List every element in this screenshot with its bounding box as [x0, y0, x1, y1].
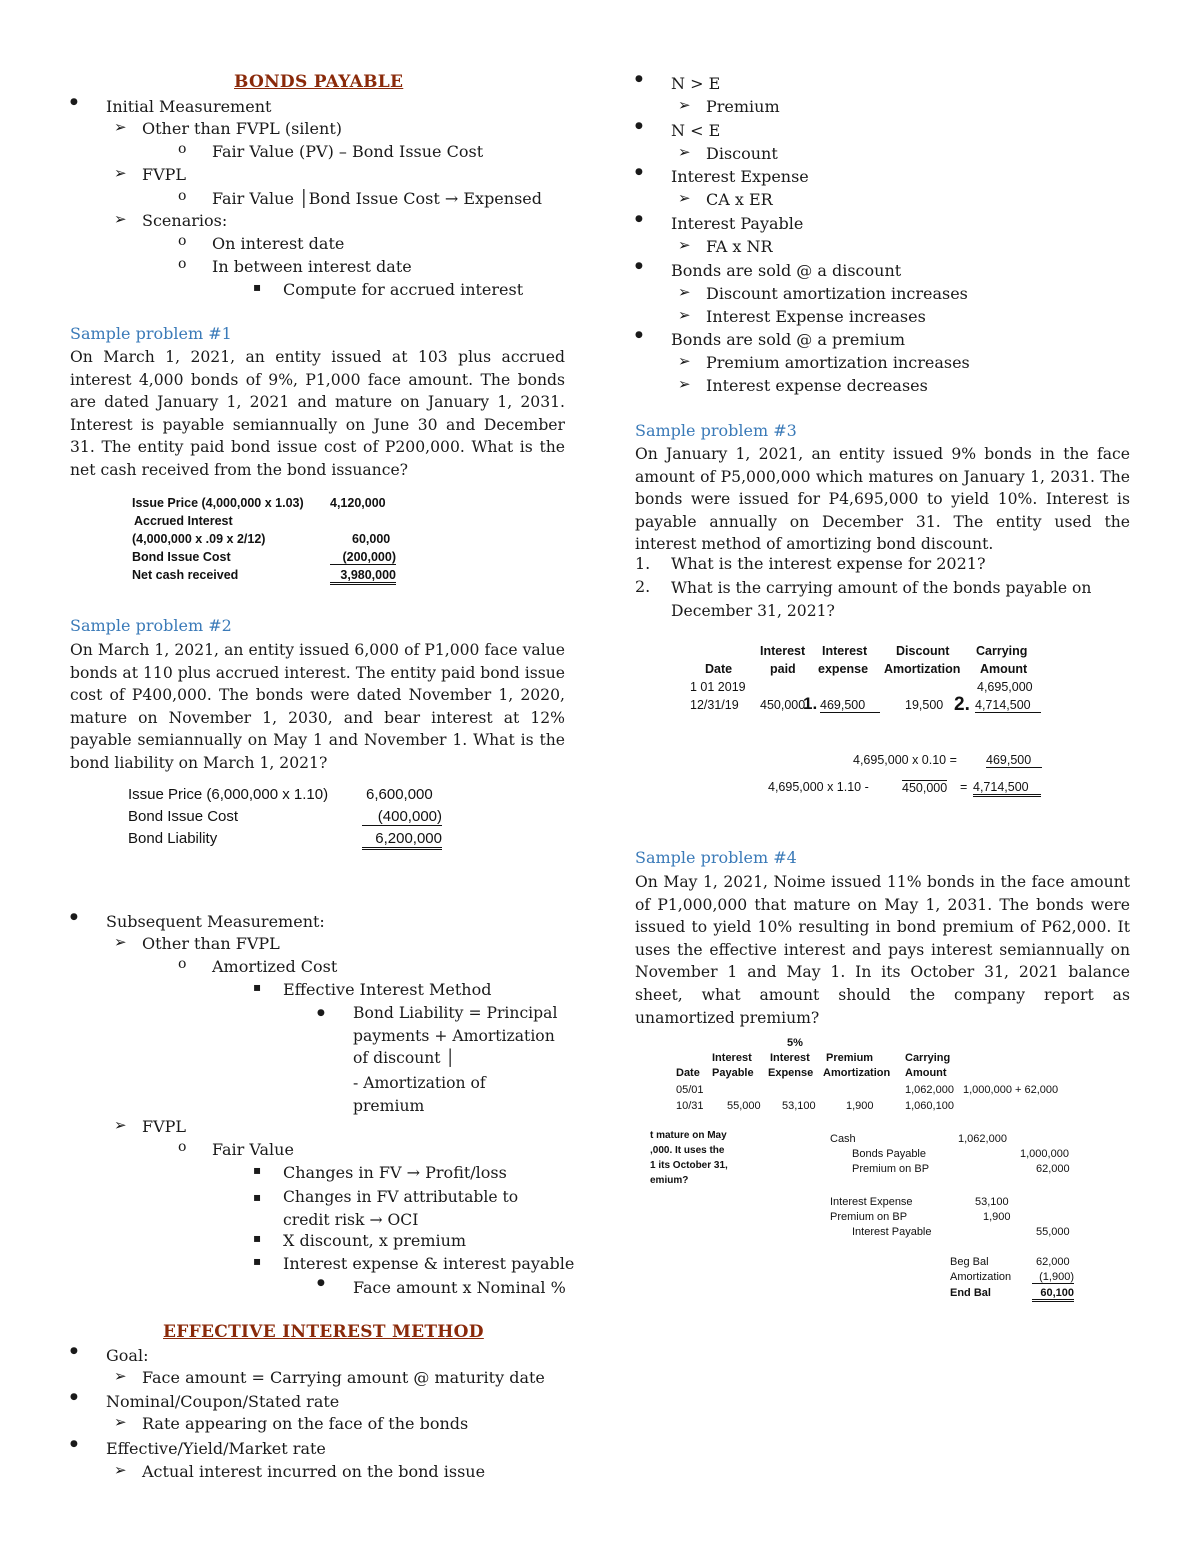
sq-interest-expense-payable: ▪ Interest expense & interest payable: [283, 1254, 574, 1273]
sp4-r2-interest-payable: 55,000: [727, 1100, 761, 1112]
sp3-marker-1: 1.: [803, 694, 818, 713]
o-fair-value-expensed: o Fair Value │Bond Issue Cost → Expensed: [212, 189, 542, 208]
title-effective-interest-method: EFFECTIVE INTEREST METHOD: [163, 1322, 484, 1342]
arrow-scenarios: ➢ Scenarios:: [142, 211, 227, 230]
sp2-issue-price-label: Issue Price (6,000,000 x 1.10): [128, 786, 329, 803]
sp3-marker-2: 2.: [954, 694, 970, 715]
sp4-beg-bal-label: Beg Bal: [950, 1256, 989, 1268]
arrow-other-than-fvpl: ➢ Other than FVPL (silent): [142, 119, 342, 138]
sp1-accrued-interest-label: Accrued Interest: [134, 514, 233, 528]
sp4-h-carrying-1: Carrying: [905, 1052, 951, 1064]
arrow-rate-face-bonds: ➢ Rate appearing on the face of the bonds: [142, 1414, 468, 1433]
sp1-bond-issue-cost-value: (200,000): [330, 550, 396, 565]
sp3-h-interest-expense-1: Interest: [822, 644, 868, 658]
sp1-bond-issue-cost-label: Bond Issue Cost: [132, 550, 231, 564]
sp3-h-carrying-1: Carrying: [976, 644, 1028, 658]
o-on-interest-date: o On interest date: [212, 234, 344, 253]
sq-compute-accrued-interest: ▪ Compute for accrued interest: [283, 280, 523, 299]
sp3-calc2-result: 4,714,500: [973, 780, 1041, 797]
bullet-effective-rate: ● Effective/Yield/Market rate: [106, 1439, 326, 1458]
sp3-calc2-equals: =: [960, 780, 968, 794]
sp4-h-carrying-2: Amount: [905, 1067, 947, 1079]
bullet-initial-measurement: ● Initial Measurement: [106, 97, 271, 116]
arrow-fa-x-nr: ➢ FA x NR: [706, 237, 773, 256]
sp4-h-interest-expense-2: Expense: [768, 1067, 814, 1079]
sp4-je2-premium: Premium on BP: [830, 1211, 908, 1223]
sp3-r2-interest-expense: 469,500: [820, 698, 880, 713]
sp4-r1-date: 05/01: [676, 1084, 704, 1096]
sp2-bond-liability-value: 6,200,000: [362, 830, 442, 850]
sp3-r1-date: 1 01 2019: [690, 680, 746, 694]
bullet-subsequent-measurement: ● Subsequent Measurement:: [106, 912, 325, 931]
arrow-interest-expense-decreases: ➢ Interest expense decreases: [706, 376, 928, 395]
sp4-h-interest-payable-1: Interest: [712, 1052, 752, 1064]
sp4-r1-note: 1,000,000 + 62,000: [963, 1084, 1059, 1096]
arrow-ca-x-er: ➢ CA x ER: [706, 190, 773, 209]
sp4-je1-premium: Premium on BP: [852, 1163, 930, 1175]
arrow-face-amount-carrying: ➢ Face amount = Carrying amount @ maturity date: [142, 1368, 545, 1387]
sp3-h-date: Date: [705, 662, 733, 676]
sq-changes-in-fv-pl: ▪ Changes in FV → Profit/loss: [283, 1163, 507, 1182]
sp1-accrued-interest-value: 60,000: [352, 532, 391, 546]
sp3-calc1-expr: 4,695,000 x 0.10 =: [853, 753, 957, 767]
arrow-fvpl: ➢ FVPL: [142, 165, 186, 184]
sp3-r2-date: 12/31/19: [690, 698, 739, 712]
dot-bond-liability-premium: - Amortization of premium: [353, 1074, 486, 1115]
sp1-net-cash-value: 3,980,000: [330, 568, 396, 585]
sp3-calc1-result: 469,500: [986, 753, 1042, 768]
sp3-r1-carrying: 4,695,000: [977, 680, 1033, 694]
o-fair-value-pv: o Fair Value (PV) – Bond Issue Cost: [212, 142, 483, 161]
sp4-fragment-1: t mature on May: [650, 1130, 727, 1141]
o-amortized-cost: o Amortized Cost: [212, 957, 337, 976]
sp4-h-interest-payable-2: Payable: [712, 1067, 754, 1079]
sp2-bond-liability-label: Bond Liability: [128, 830, 218, 847]
sp4-je2-premium-amt: 1,900: [983, 1211, 1011, 1223]
sp1-accrued-interest-calc: (4,000,000 x .09 x 2/12): [132, 532, 266, 546]
sp2-bond-issue-cost-label: Bond Issue Cost: [128, 808, 239, 825]
sp4-je1-bonds-payable: Bonds Payable: [852, 1148, 926, 1160]
sp3-question-1: What is the interest expense for 2021?: [671, 554, 986, 573]
arrow-fvpl-2: ➢ FVPL: [142, 1117, 186, 1136]
bullet-interest-expense: ● Interest Expense: [671, 167, 809, 186]
sp4-je2-interest-payable-amt: 55,000: [1036, 1226, 1070, 1238]
sp4-pct: 5%: [787, 1037, 803, 1049]
sp4-je2-interest-expense-amt: 53,100: [975, 1196, 1009, 1208]
text-sample-problem-4: On May 1, 2021, Noime issued 11% bonds in the face amount of P1,000,000 that mature on May 1, 2031. The bonds were issued to yield 10% resulting in bond premium of P62,000. It uses the effective interest and pays interest semiannually on November 1 and May 1. In its October 31, 2021 balance sheet, what amount should the company report as unamortized premium?: [635, 873, 1130, 1027]
sp3-h-interest-expense-2: expense: [818, 662, 869, 676]
sp3-h-interest-paid-1: Interest: [760, 644, 806, 658]
sp4-je2-interest-payable: Interest Payable: [852, 1226, 932, 1238]
bullet-sold-discount: ● Bonds are sold @ a discount: [671, 261, 901, 280]
sp3-r2-carrying: 4,714,500: [975, 698, 1041, 713]
dot-face-amount-nominal: ● Face amount x Nominal %: [353, 1278, 566, 1297]
sp2-bond-issue-cost-value: (400,000): [362, 808, 442, 826]
arrow-interest-expense-increases: ➢ Interest Expense increases: [706, 307, 926, 326]
text-sample-problem-1: On March 1, 2021, an entity issued at 103 plus accrued interest 4,000 bonds of 9%, P1,000 face amount. The bonds are dated January 1, 2021 and mature on January 1, 2031. Interest is payable semiannually on June 30 and December 31. The entity paid bond issue cost of P200,000. What is the net cash received from the bond issuance?: [70, 348, 565, 479]
sp1-issue-price-label: Issue Price (4,000,000 x 1.03): [132, 496, 304, 510]
sp3-r2-discount-amort: 19,500: [905, 698, 944, 712]
bullet-n-lt-e: ● N < E: [671, 121, 720, 140]
sp4-je1-cash-amt: 1,062,000: [958, 1133, 1007, 1145]
o-fair-value: o Fair Value: [212, 1140, 294, 1159]
sp2-issue-price-value: 6,600,000: [366, 786, 433, 803]
arrow-other-than-fvpl-2: ➢ Other than FVPL: [142, 934, 280, 953]
sp3-r2-interest-paid: 450,000: [760, 698, 806, 712]
sp4-r2-premium-amort: 1,900: [846, 1100, 874, 1112]
sp3-h-interest-paid-2: paid: [770, 662, 796, 676]
sp4-fragment-3: 1 its October 31,: [650, 1160, 728, 1171]
title-bonds-payable: BONDS PAYABLE: [234, 72, 404, 92]
sp4-r2-carrying: 1,060,100: [905, 1100, 954, 1112]
sp3-h-discount-2: Amortization: [884, 662, 961, 676]
heading-sample-problem-4: Sample problem #4: [635, 848, 797, 867]
sq-x-discount-premium: ▪ X discount, x premium: [283, 1231, 466, 1250]
sp3-calc2-expr: 4,695,000 x 1.10 -: [768, 780, 869, 794]
sp3-q1-number: 1.: [635, 554, 651, 573]
bullet-n-gt-e: ● N > E: [671, 74, 720, 93]
sp4-je1-bonds-payable-amt: 1,000,000: [1020, 1148, 1069, 1160]
sp4-h-date: Date: [676, 1067, 700, 1079]
text-sample-problem-3: On January 1, 2021, an entity issued 9% bonds in the face amount of P5,000,000 which matures on January 1, 2031. The bonds were issued for P4,695,000 to yield 10%. Interest is payable annually on December 31. The entity used the interest method of amortizing bond discount.: [635, 445, 1130, 554]
sq-effective-interest-method: ▪ Effective Interest Method: [283, 980, 491, 999]
sq-changes-in-fv-oci: ▪ Changes in FV attributable to credit risk → OCI: [283, 1186, 565, 1231]
sp4-je1-cash: Cash: [830, 1133, 856, 1145]
bullet-sold-premium: ● Bonds are sold @ a premium: [671, 330, 905, 349]
heading-sample-problem-1: Sample problem #1: [70, 324, 232, 343]
heading-sample-problem-3: Sample problem #3: [635, 421, 797, 440]
sp4-end-bal-value: 60,100: [1032, 1287, 1074, 1302]
sp4-h-premium-2: Amortization: [823, 1067, 891, 1079]
sp3-h-carrying-2: Amount: [980, 662, 1028, 676]
sp4-fragment-2: ,000. It uses the: [650, 1145, 725, 1156]
sp4-h-premium-1: Premium: [826, 1052, 874, 1064]
dot-bond-liability: ● Bond Liability = Principal payments + Amortization of discount │: [353, 1002, 565, 1070]
sp4-fragment-4: emium?: [650, 1175, 689, 1186]
sp4-je1-premium-amt: 62,000: [1036, 1163, 1070, 1175]
sp3-q2-number: 2.: [635, 577, 651, 596]
heading-sample-problem-2: Sample problem #2: [70, 616, 232, 635]
sp1-net-cash-label: Net cash received: [132, 568, 239, 582]
o-in-between-interest-date: o In between interest date: [212, 257, 412, 276]
bullet-nominal-rate: ● Nominal/Coupon/Stated rate: [106, 1392, 339, 1411]
sp4-amortization-label: Amortization: [950, 1271, 1012, 1283]
arrow-premium: ➢ Premium: [706, 97, 780, 116]
bullet-interest-payable: ● Interest Payable: [671, 214, 803, 233]
sp4-r2-date: 10/31: [676, 1100, 704, 1112]
arrow-discount: ➢ Discount: [706, 144, 778, 163]
sp4-end-bal-label: End Bal: [950, 1287, 991, 1299]
sp4-r2-interest-expense: 53,100: [782, 1100, 816, 1112]
text-sample-problem-2: On March 1, 2021, an entity issued 6,000 of P1,000 face value bonds at 110 plus accrued interest. The entity paid bond issue cost of P400,000. The bonds were dated November 1, 2020, mature on November 1, 2030, and bear interest at 12% payable semiannually on May 1 and November 1. What is the bond liability on March 1, 2021?: [70, 641, 565, 772]
sp3-calc2-paid: 450,000: [902, 781, 948, 795]
sp4-beg-bal-value: 62,000: [1036, 1256, 1070, 1268]
sp3-h-discount-1: Discount: [896, 644, 950, 658]
sp4-je2-interest-expense: Interest Expense: [830, 1196, 913, 1208]
sp3-question-2: What is the carrying amount of the bonds payable on December 31, 2021?: [671, 579, 1092, 620]
arrow-actual-interest: ➢ Actual interest incurred on the bond issue: [142, 1462, 485, 1481]
arrow-premium-amort-increases: ➢ Premium amortization increases: [706, 353, 970, 372]
sp4-h-interest-expense-1: Interest: [770, 1052, 810, 1064]
sp4-amortization-value: (1,900): [1032, 1271, 1074, 1284]
sp1-issue-price-value: 4,120,000: [330, 496, 386, 510]
arrow-discount-amort-increases: ➢ Discount amortization increases: [706, 284, 968, 303]
sp4-r1-carrying: 1,062,000: [905, 1084, 954, 1096]
bullet-goal: ● Goal:: [106, 1346, 148, 1365]
